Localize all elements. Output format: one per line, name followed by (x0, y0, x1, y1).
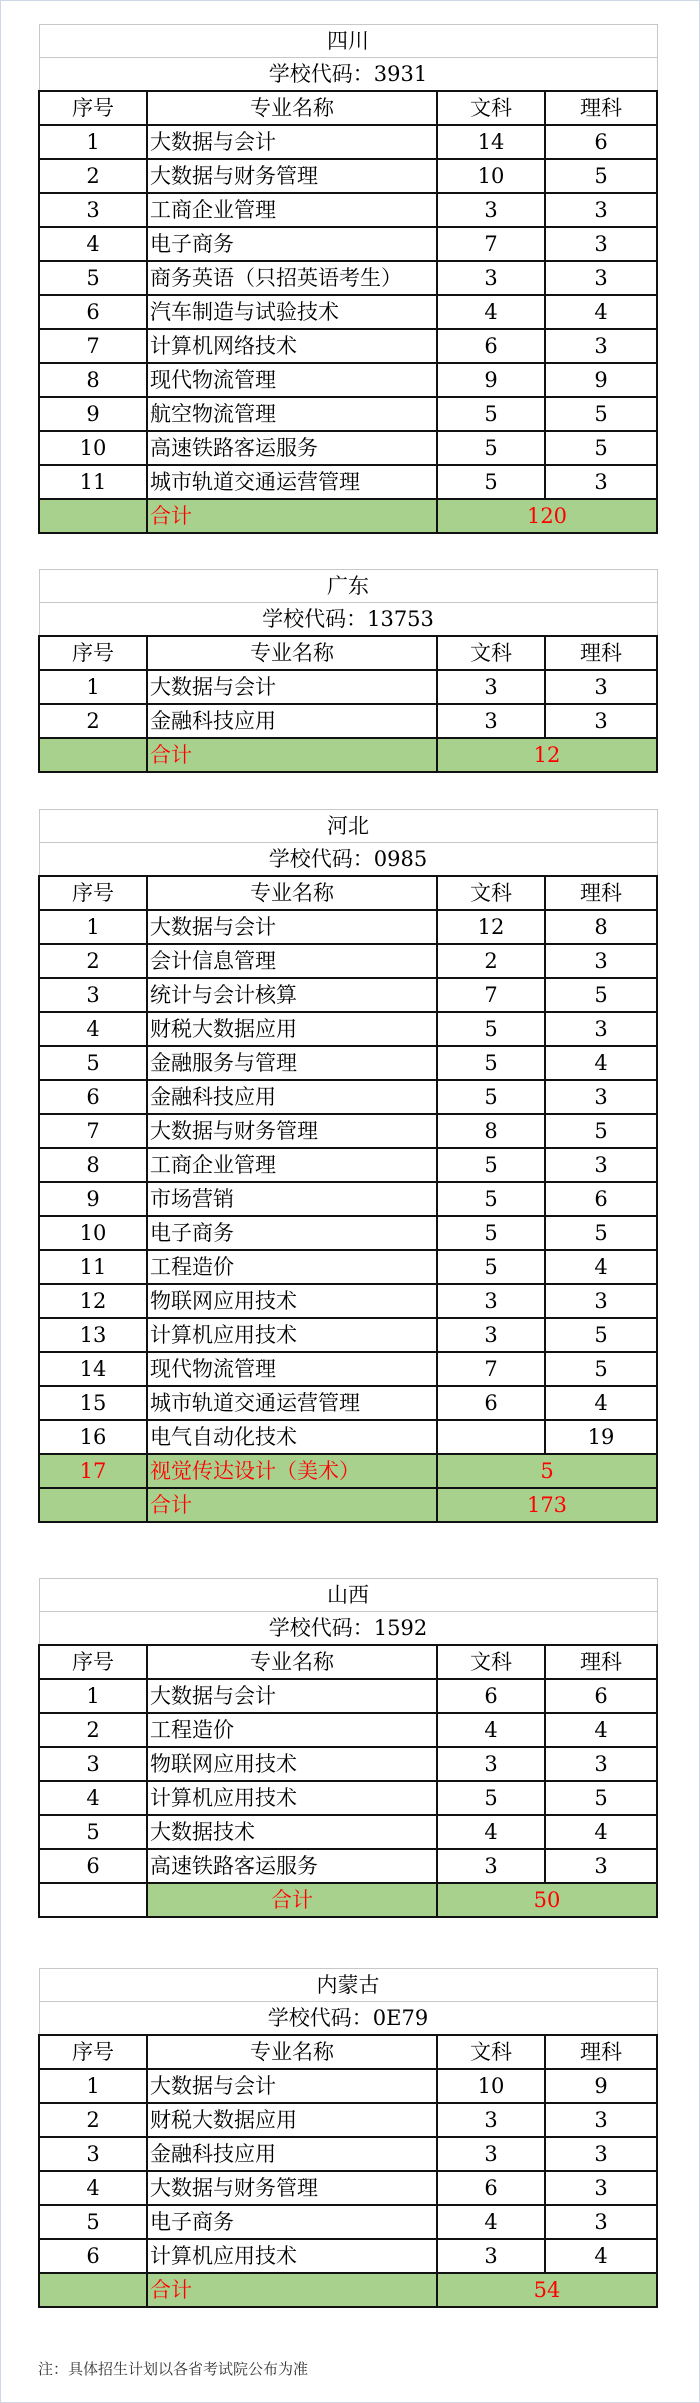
table-row (39, 1182, 657, 1216)
table-row (39, 1318, 657, 1352)
total-blank (39, 499, 147, 533)
cell-major: 市场营销 (147, 1182, 437, 1216)
total-row (39, 1488, 657, 1522)
total-label: 合计 (147, 1488, 437, 1522)
cell-major: 财税大数据应用 (147, 2103, 437, 2137)
cell-index: 8 (39, 1148, 147, 1182)
table-row (39, 1012, 657, 1046)
total-row (39, 1883, 657, 1917)
total-value: 12 (437, 738, 657, 772)
cell-arts: 6 (437, 1386, 545, 1420)
header-science: 理科 (545, 636, 657, 670)
cell-index: 4 (39, 1012, 147, 1046)
header-index: 序号 (39, 1645, 147, 1679)
school-code-row (39, 58, 657, 92)
total-label: 合计 (147, 2273, 437, 2307)
highlight-index: 17 (39, 1454, 147, 1488)
cell-arts: 5 (437, 1182, 545, 1216)
header-science: 理科 (545, 876, 657, 910)
cell-science: 5 (545, 431, 657, 465)
school-code: 学校代码：13753 (39, 603, 657, 637)
total-row (39, 499, 657, 533)
cell-science: 3 (545, 261, 657, 295)
cell-arts: 5 (437, 1781, 545, 1815)
table-row (39, 1747, 657, 1781)
total-value: 173 (437, 1488, 657, 1522)
cell-index: 8 (39, 363, 147, 397)
header-major: 专业名称 (147, 1645, 437, 1679)
cell-arts: 3 (437, 1747, 545, 1781)
header-index: 序号 (39, 2035, 147, 2069)
cell-science: 3 (545, 2103, 657, 2137)
cell-arts: 6 (437, 1679, 545, 1713)
cell-index: 4 (39, 1781, 147, 1815)
cell-science: 3 (545, 465, 657, 499)
cell-science: 3 (545, 227, 657, 261)
cell-science: 4 (545, 2239, 657, 2273)
cell-arts: 3 (437, 670, 545, 704)
table-row (39, 1352, 657, 1386)
cell-major: 大数据与财务管理 (147, 159, 437, 193)
cell-arts (437, 1420, 545, 1454)
cell-arts: 7 (437, 227, 545, 261)
cell-index: 4 (39, 227, 147, 261)
cell-major: 金融科技应用 (147, 1080, 437, 1114)
province-row (39, 1579, 657, 1612)
cell-arts: 3 (437, 704, 545, 738)
school-code-row (39, 2002, 657, 2036)
header-arts: 文科 (437, 1645, 545, 1679)
table-row (39, 295, 657, 329)
cell-major: 金融科技应用 (147, 704, 437, 738)
table-row (39, 125, 657, 159)
cell-major: 计算机应用技术 (147, 2239, 437, 2273)
cell-science: 4 (545, 295, 657, 329)
cell-major: 金融服务与管理 (147, 1046, 437, 1080)
total-label: 合计 (147, 499, 437, 533)
cell-science: 5 (545, 1781, 657, 1815)
cell-arts: 14 (437, 125, 545, 159)
table-row (39, 2205, 657, 2239)
cell-arts: 10 (437, 159, 545, 193)
school-code-row (39, 843, 657, 877)
header-arts: 文科 (437, 91, 545, 125)
cell-science: 6 (545, 125, 657, 159)
cell-index: 6 (39, 2239, 147, 2273)
school-code: 学校代码：0E79 (39, 2002, 657, 2036)
cell-science: 4 (545, 1046, 657, 1080)
table-row (39, 1284, 657, 1318)
cell-arts: 4 (437, 1815, 545, 1849)
cell-arts: 5 (437, 1012, 545, 1046)
table-row (39, 465, 657, 499)
table-row (39, 1679, 657, 1713)
table-row (39, 227, 657, 261)
cell-science: 9 (545, 2069, 657, 2103)
cell-science: 4 (545, 1386, 657, 1420)
cell-arts: 2 (437, 944, 545, 978)
province-title: 四川 (39, 25, 657, 58)
footnote: 注：具体招生计划以各省考试院公布为准 (38, 2360, 309, 2378)
cell-science: 4 (545, 1713, 657, 1747)
cell-science: 5 (545, 1216, 657, 1250)
school-code-row (39, 603, 657, 637)
table-row (39, 1080, 657, 1114)
total-value: 50 (437, 1883, 657, 1917)
cell-major: 财税大数据应用 (147, 1012, 437, 1046)
province-title: 广东 (39, 570, 657, 603)
cell-index: 2 (39, 159, 147, 193)
cell-index: 11 (39, 1250, 147, 1284)
cell-index: 11 (39, 465, 147, 499)
cell-major: 大数据与财务管理 (147, 1114, 437, 1148)
cell-arts: 3 (437, 1849, 545, 1883)
header-row (39, 91, 657, 125)
cell-major: 计算机网络技术 (147, 329, 437, 363)
cell-index: 9 (39, 1182, 147, 1216)
cell-science: 5 (545, 978, 657, 1012)
table-row (39, 2171, 657, 2205)
total-value: 54 (437, 2273, 657, 2307)
table-row (39, 2137, 657, 2171)
cell-index: 1 (39, 1679, 147, 1713)
table-row (39, 1386, 657, 1420)
cell-major: 工商企业管理 (147, 193, 437, 227)
highlight-major: 视觉传达设计（美术） (147, 1454, 437, 1488)
header-science: 理科 (545, 2035, 657, 2069)
highlight-row (39, 1454, 657, 1488)
cell-science: 6 (545, 1679, 657, 1713)
cell-major: 电子商务 (147, 227, 437, 261)
cell-major: 商务英语（只招英语考生） (147, 261, 437, 295)
cell-index: 3 (39, 1747, 147, 1781)
cell-index: 15 (39, 1386, 147, 1420)
province-title: 河北 (39, 810, 657, 843)
province-row (39, 570, 657, 603)
total-label: 合计 (147, 738, 437, 772)
header-major: 专业名称 (147, 876, 437, 910)
cell-major: 物联网应用技术 (147, 1284, 437, 1318)
header-major: 专业名称 (147, 2035, 437, 2069)
cell-major: 大数据与会计 (147, 910, 437, 944)
school-code-row (39, 1612, 657, 1646)
header-arts: 文科 (437, 2035, 545, 2069)
cell-arts: 5 (437, 1250, 545, 1284)
table-row (39, 397, 657, 431)
cell-major: 电气自动化技术 (147, 1420, 437, 1454)
cell-index: 1 (39, 125, 147, 159)
cell-index: 2 (39, 704, 147, 738)
table-row (39, 159, 657, 193)
header-row (39, 1645, 657, 1679)
school-code: 学校代码：3931 (39, 58, 657, 92)
cell-science: 5 (545, 1352, 657, 1386)
table-row (39, 1781, 657, 1815)
cell-major: 计算机应用技术 (147, 1781, 437, 1815)
cell-index: 3 (39, 978, 147, 1012)
cell-arts: 5 (437, 1148, 545, 1182)
cell-science: 5 (545, 1318, 657, 1352)
cell-major: 城市轨道交通运营管理 (147, 465, 437, 499)
table-row (39, 1250, 657, 1284)
cell-arts: 9 (437, 363, 545, 397)
cell-arts: 6 (437, 2171, 545, 2205)
header-arts: 文科 (437, 636, 545, 670)
cell-major: 现代物流管理 (147, 1352, 437, 1386)
table-row (39, 944, 657, 978)
header-science: 理科 (545, 91, 657, 125)
section-guangdong (38, 569, 656, 773)
table-row (39, 363, 657, 397)
cell-index: 5 (39, 1815, 147, 1849)
cell-science: 19 (545, 1420, 657, 1454)
cell-arts: 12 (437, 910, 545, 944)
table-row (39, 261, 657, 295)
cell-index: 1 (39, 670, 147, 704)
province-title: 山西 (39, 1579, 657, 1612)
cell-index: 14 (39, 1352, 147, 1386)
cell-science: 3 (545, 1849, 657, 1883)
cell-arts: 7 (437, 978, 545, 1012)
cell-science: 3 (545, 1148, 657, 1182)
table-row (39, 1420, 657, 1454)
table-row (39, 1216, 657, 1250)
header-row (39, 2035, 657, 2069)
province-title: 内蒙古 (39, 1969, 657, 2002)
table-row (39, 2239, 657, 2273)
table-row (39, 1815, 657, 1849)
total-blank (39, 2273, 147, 2307)
cell-science: 9 (545, 363, 657, 397)
enrollment-table-inner-mongolia (38, 1968, 658, 2308)
school-code: 学校代码：0985 (39, 843, 657, 877)
table-row (39, 704, 657, 738)
cell-science: 3 (545, 944, 657, 978)
cell-index: 7 (39, 329, 147, 363)
cell-arts: 4 (437, 2205, 545, 2239)
cell-major: 大数据与会计 (147, 1679, 437, 1713)
cell-major: 汽车制造与试验技术 (147, 295, 437, 329)
table-row (39, 978, 657, 1012)
cell-index: 12 (39, 1284, 147, 1318)
total-blank (39, 738, 147, 772)
highlight-value: 5 (437, 1454, 657, 1488)
cell-major: 高速铁路客运服务 (147, 431, 437, 465)
cell-arts: 5 (437, 465, 545, 499)
cell-index: 5 (39, 2205, 147, 2239)
cell-index: 10 (39, 431, 147, 465)
cell-arts: 5 (437, 1046, 545, 1080)
cell-major: 金融科技应用 (147, 2137, 437, 2171)
cell-arts: 5 (437, 1216, 545, 1250)
cell-arts: 3 (437, 1284, 545, 1318)
table-row (39, 1713, 657, 1747)
header-row (39, 636, 657, 670)
table-row (39, 1114, 657, 1148)
province-row (39, 810, 657, 843)
cell-index: 6 (39, 295, 147, 329)
cell-arts: 3 (437, 193, 545, 227)
cell-major: 计算机应用技术 (147, 1318, 437, 1352)
cell-arts: 6 (437, 329, 545, 363)
enrollment-table-hebei (38, 809, 658, 1523)
cell-major: 高速铁路客运服务 (147, 1849, 437, 1883)
cell-index: 2 (39, 944, 147, 978)
cell-arts: 5 (437, 1080, 545, 1114)
cell-science: 3 (545, 329, 657, 363)
table-row (39, 670, 657, 704)
section-shanxi (38, 1578, 656, 1918)
cell-index: 6 (39, 1080, 147, 1114)
cell-arts: 10 (437, 2069, 545, 2103)
province-row (39, 1969, 657, 2002)
total-row (39, 738, 657, 772)
cell-science: 3 (545, 1080, 657, 1114)
section-inner-mongolia (38, 1968, 656, 2308)
cell-arts: 3 (437, 2239, 545, 2273)
cell-science: 3 (545, 670, 657, 704)
cell-arts: 3 (437, 2103, 545, 2137)
enrollment-table-shanxi (38, 1578, 658, 1918)
cell-science: 3 (545, 2171, 657, 2205)
cell-arts: 5 (437, 397, 545, 431)
total-value: 120 (437, 499, 657, 533)
cell-index: 7 (39, 1114, 147, 1148)
cell-arts: 3 (437, 261, 545, 295)
cell-arts: 3 (437, 1318, 545, 1352)
cell-science: 3 (545, 1012, 657, 1046)
cell-index: 6 (39, 1849, 147, 1883)
cell-index: 5 (39, 261, 147, 295)
cell-index: 16 (39, 1420, 147, 1454)
cell-arts: 8 (437, 1114, 545, 1148)
table-row (39, 2103, 657, 2137)
cell-major: 大数据与会计 (147, 125, 437, 159)
header-arts: 文科 (437, 876, 545, 910)
cell-arts: 4 (437, 295, 545, 329)
cell-science: 5 (545, 397, 657, 431)
cell-science: 3 (545, 1284, 657, 1318)
table-row (39, 2069, 657, 2103)
cell-science: 3 (545, 1747, 657, 1781)
cell-science: 3 (545, 2205, 657, 2239)
cell-arts: 4 (437, 1713, 545, 1747)
cell-index: 5 (39, 1046, 147, 1080)
cell-major: 大数据与财务管理 (147, 2171, 437, 2205)
cell-index: 1 (39, 910, 147, 944)
header-major: 专业名称 (147, 91, 437, 125)
cell-major: 统计与会计核算 (147, 978, 437, 1012)
cell-major: 物联网应用技术 (147, 1747, 437, 1781)
table-row (39, 1046, 657, 1080)
cell-science: 3 (545, 2137, 657, 2171)
header-index: 序号 (39, 636, 147, 670)
cell-science: 4 (545, 1815, 657, 1849)
header-science: 理科 (545, 1645, 657, 1679)
cell-major: 现代物流管理 (147, 363, 437, 397)
cell-index: 9 (39, 397, 147, 431)
cell-major: 城市轨道交通运营管理 (147, 1386, 437, 1420)
cell-arts: 7 (437, 1352, 545, 1386)
cell-major: 大数据技术 (147, 1815, 437, 1849)
cell-index: 3 (39, 2137, 147, 2171)
section-hebei (38, 809, 656, 1523)
table-row (39, 431, 657, 465)
total-row (39, 2273, 657, 2307)
total-blank (39, 1883, 147, 1917)
cell-arts: 3 (437, 2137, 545, 2171)
cell-science: 5 (545, 1114, 657, 1148)
cell-science: 4 (545, 1250, 657, 1284)
enrollment-table-guangdong (38, 569, 658, 773)
cell-science: 3 (545, 193, 657, 227)
section-sichuan (38, 24, 656, 534)
cell-major: 大数据与会计 (147, 670, 437, 704)
header-major: 专业名称 (147, 636, 437, 670)
cell-index: 13 (39, 1318, 147, 1352)
cell-major: 大数据与会计 (147, 2069, 437, 2103)
enrollment-table-sichuan (38, 24, 658, 534)
header-row (39, 876, 657, 910)
cell-major: 电子商务 (147, 2205, 437, 2239)
cell-major: 工商企业管理 (147, 1148, 437, 1182)
school-code: 学校代码：1592 (39, 1612, 657, 1646)
cell-major: 电子商务 (147, 1216, 437, 1250)
cell-index: 2 (39, 1713, 147, 1747)
total-blank (39, 1488, 147, 1522)
cell-major: 航空物流管理 (147, 397, 437, 431)
cell-index: 2 (39, 2103, 147, 2137)
table-row (39, 1849, 657, 1883)
header-index: 序号 (39, 91, 147, 125)
cell-arts: 5 (437, 431, 545, 465)
cell-science: 8 (545, 910, 657, 944)
cell-index: 4 (39, 2171, 147, 2205)
cell-major: 会计信息管理 (147, 944, 437, 978)
cell-major: 工程造价 (147, 1250, 437, 1284)
table-row (39, 910, 657, 944)
cell-science: 6 (545, 1182, 657, 1216)
cell-index: 10 (39, 1216, 147, 1250)
total-label: 合计 (147, 1883, 437, 1917)
cell-index: 1 (39, 2069, 147, 2103)
cell-science: 5 (545, 159, 657, 193)
table-row (39, 1148, 657, 1182)
table-row (39, 193, 657, 227)
cell-major: 工程造价 (147, 1713, 437, 1747)
cell-index: 3 (39, 193, 147, 227)
table-row (39, 329, 657, 363)
cell-science: 3 (545, 704, 657, 738)
header-index: 序号 (39, 876, 147, 910)
province-row (39, 25, 657, 58)
